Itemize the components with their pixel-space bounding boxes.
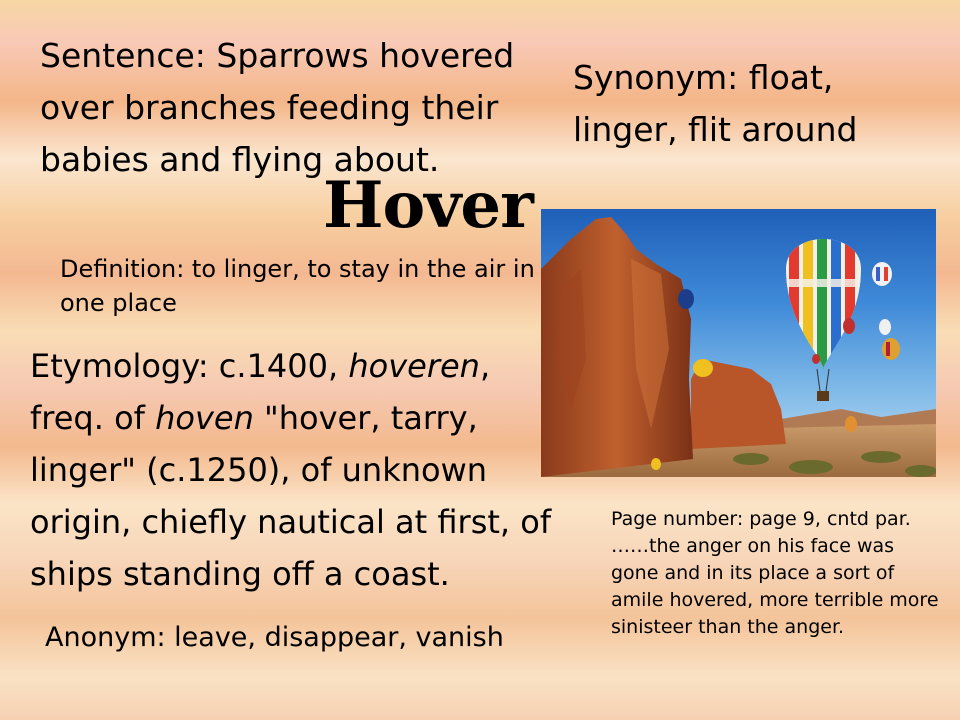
antonym-text: Anonym: leave, disappear, vanish <box>45 622 504 653</box>
etymology-part-1: Etymology: c.1400, <box>30 347 349 385</box>
page-number-note: Page number: page 9, cntd par. ……the anger on his face was gone and in its place a sort of amile hovered, more terrible more sinisteer than the anger. <box>611 508 939 638</box>
definition-text: Definition: to linger, to stay in the air in one place <box>60 255 535 317</box>
synonym-text: Synonym: float, linger, flit around <box>573 58 858 149</box>
word-title: Hover <box>323 168 533 243</box>
etymology-part-2: , freq. of <box>30 347 491 437</box>
etymology-text <box>30 340 570 600</box>
etymology-part-3: "hover, tarry, linger" (c.1250), of unknown origin, chiefly nautical at first, of ships standing off a coast. <box>30 399 552 593</box>
main-balloon <box>781 229 866 401</box>
etymology-italic-2: hoven <box>155 399 254 437</box>
sentence-text: Sentence: Sparrows hovered over branches feeding their babies and flying about. <box>40 36 515 179</box>
etymology-italic-1: hoveren <box>348 347 480 385</box>
hot-air-balloon-photo <box>541 209 936 477</box>
